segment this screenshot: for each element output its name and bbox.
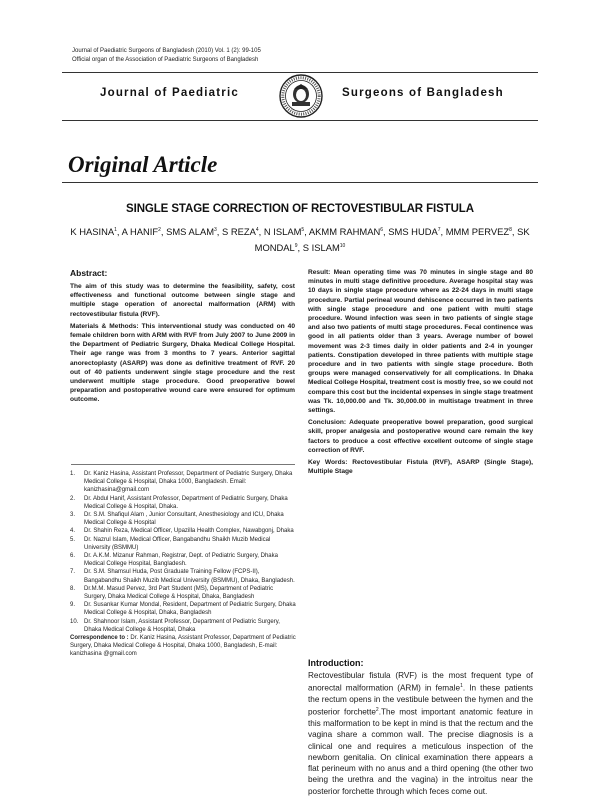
footnote-item: 1. Dr. Kaniz Hasina, Assistant Professor, Department of Pediatric Surgery, Dhaka Medical College & Hospital, Dhaka 1000, Bangladesh. Email: kanizhasina@gmail.com bbox=[70, 471, 293, 494]
author: A HANIF$^2$, bbox=[121, 226, 167, 238]
footnote-item: 2. Dr. Abdul Hanif, Assistant Professor, Department of Pediatric Surgery, Dhaka Medical College & Hospital, Dhaka. bbox=[70, 495, 288, 510]
introduction-heading: Introduction: bbox=[308, 658, 364, 668]
author: MMM PERVEZ$^8$, bbox=[445, 226, 518, 238]
abstract-right-column bbox=[308, 268, 533, 479]
abstract-left-column bbox=[70, 282, 295, 408]
footnote-item: 6. Dr. A.K.M. Mizanur Rahman, Registrar, Dept. of Pediatric Surgery, Dhaka Medical College Hospital, Bangladesh. bbox=[70, 553, 278, 568]
abstract-keywords: Key Words: Rectovestibular Fistula (RVF), ASARP (Single Stage), Multiple Stage bbox=[308, 459, 533, 476]
section-label: Original Article bbox=[68, 152, 218, 177]
citation-line: Journal of Paediatric Surgeons of Bangladesh (2010) Vol. 1 (2): 99-105 bbox=[72, 48, 261, 54]
abstract-methods: Materials & Methods: This interventional study was conducted on 40 female children born with ARM with RVF from July 2007 to June 2009 in the Department of Pediatric Surgery, Dhaka Medical College Hospital. Their age range was from 3 months to 7 years. Anterior sagittal anorectoplasty (ASARP) was done as definitive treatment of RVF. 20 out of 40 patients underwent single stage procedure and the rest underwent multiple stage procedure. Good preoperative bowel preparation and postoperative wound care were ensured for optimum outcome. bbox=[70, 322, 295, 404]
footnote-item: 4. Dr. Shahin Reza, Medical Officer, Upazilla Health Complex, Nawabgonj, Dhaka bbox=[70, 528, 294, 535]
journal-name-left: Journal of Paediatric bbox=[100, 87, 239, 99]
footnote-divider bbox=[71, 464, 295, 465]
footnote-item: 10. Dr. Shahnoor Islam, Assistant Professor, Department of Pediatric Surgery, Dhaka Medical College & Hospital, Dhaka bbox=[70, 618, 280, 633]
abstract-result: Result: Mean operating time was 70 minutes in single stage and 80 minutes in multi stage definitive procedure. Average hospital stay was 10 days in single stage procedure where as 22-24 days in multi stage procedure. Partial perineal wound dehiscence occurred in two patients with single stage procedure and one patient with multi stage procedure. Wound infection was seen in two patients of single stage and also two patients of multi stage procedures. Fecal continence was good in all patients older than 3 years. Average number of bowel movement was 2-3 times daily in older patients and 2-4 in younger patients. Constipation developed in three patients with multiple stage procedure and in two patients with single stage procedure. Both groups were managed conservatively for all complications. In Dhaka Medical College Hospital, treatment cost is mostly free, so we could not compare this cost but the incidental expenses in single stage treatment was Tk. 10,000.00 and Tk. 30,000.00 in multistage treatment in three settings. bbox=[308, 269, 533, 415]
correspondence: Correspondence to : Dr. Kaniz Hasina, Assistant Professor, Department of Pediatric Surgery, Dhaka Medical College & Hospital, Dhaka 1000, Bangladesh, E-mail: kanizhasina @gmail.com bbox=[70, 635, 296, 658]
section-rule bbox=[62, 182, 538, 183]
footnote-item: 9. Dr. Susankar Kumar Mondal, Resident, Department of Pediatric Surgery, Dhaka Medical College & Hospital, Dhaka, Bangladesh bbox=[70, 602, 296, 617]
journal-name-right: Surgeons of Bangladesh bbox=[342, 87, 504, 99]
author: S ISLAM$^{10}$ bbox=[302, 242, 346, 254]
abstract-heading: Abstract: bbox=[70, 268, 108, 278]
introduction-text: Rectovestibular fistula (RVF) is the most frequent type of anorectal malformation (ARM) in female$^1$. In these patients the rectum opens in the vestibule between the hymen and the posterior forchette$^2$.The most important anatomic feature in this malformation to be kept in mind is that the rectum and the vagina share a common wall. The precise diagnosis is a clinical one and requires a meticulous inspection of the newborn genitalia. On clinical examination there appears a flat perineum with no anus and a third opening (the other two being the urethra and the vagina) in the introitus near the posterior forchette through which feces come out. bbox=[308, 671, 533, 796]
author-list bbox=[70, 223, 530, 255]
official-organ-line: Official organ of the Association of Paediatric Surgeons of Bangladesh bbox=[72, 57, 259, 63]
author: SMS HUDA$^7$, bbox=[388, 226, 446, 238]
footnote-item: 8. Dr.M.M. Masud Pervez, 3rd Part Student (MS), Department of Pediatric Surgery, Dhaka Medical College & Hospital, Dhaka, Bangladesh bbox=[70, 585, 274, 601]
header-rule-bottom bbox=[62, 120, 538, 121]
abstract-aim: The aim of this study was to determine the feasibility, safety, cost effectiveness and functional outcome between single stage and multiple stage operation of anorectal malformation (ARM) with rectovestibular fistula (RVF). bbox=[70, 283, 295, 318]
author: K HASINA$^1$, bbox=[70, 226, 122, 238]
association-seal-icon bbox=[278, 73, 324, 119]
article-title: SINGLE STAGE CORRECTION OF RECTOVESTIBULAR FISTULA bbox=[126, 203, 474, 215]
author: S REZA$^4$, bbox=[222, 226, 264, 238]
author-footnotes bbox=[70, 470, 296, 659]
author: AKMM RAHMAN$^6$, bbox=[308, 226, 389, 238]
journal-meta bbox=[72, 47, 261, 65]
author: SMS ALAM$^3$, bbox=[166, 226, 223, 238]
abstract-conclusion: Conclusion: Adequate preoperative bowel preparation, good surgical skill, proper analgesia and postoperative wound care remain the key factors to produce a cost effective excellent outcome of single stage correction of RVF. bbox=[308, 419, 533, 454]
footnote-item: 5. Dr. Nazrul Islam, Medical Officer, Bangabandhu Shaikh Muzib Medical University (BSMMU) bbox=[70, 536, 271, 551]
footnote-item: 7. Dr. S.M. Shamsul Huda, Post Graduate Training Fellow (FCPS-II), Bangabandhu Shaikh Muzib Medical University (BSMMU), Dhaka, Bangladesh. bbox=[70, 569, 295, 584]
footnote-item: 3. Dr. S.M. Shafiqul Alam , Junior Consultant, Anesthesiology and ICU, Dhaka Medical College & Hospital bbox=[70, 512, 284, 527]
author: N ISLAM$^5$, bbox=[263, 226, 309, 238]
author: SK MONDAL$^9$, bbox=[254, 226, 530, 254]
header-rule-top bbox=[62, 72, 538, 73]
